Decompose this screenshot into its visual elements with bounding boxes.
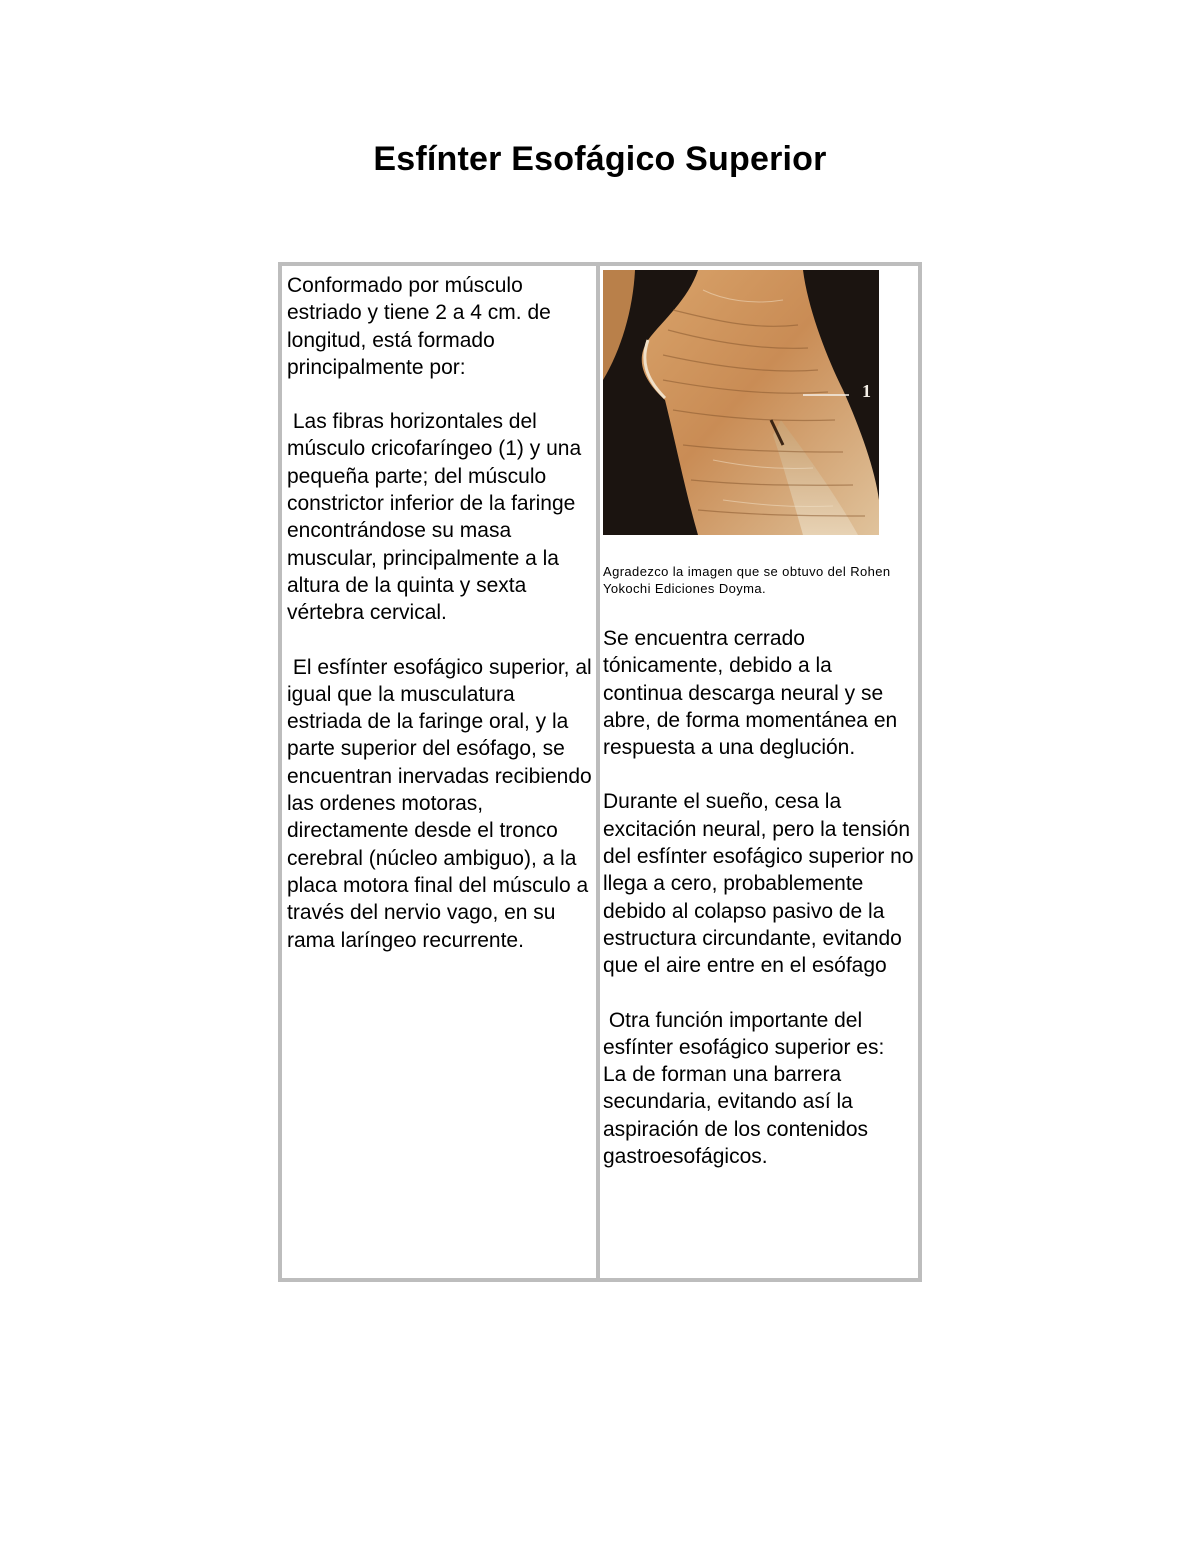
left-paragraph-1: Conformado por músculo estriado y tiene 2 a 4 cm. de longitud, está formado principalmente por: — [287, 274, 557, 379]
left-paragraph-3: El esfínter esofágico superior, al igual que la musculatura estriada de la faringe oral, y la parte superior del esófago, se encuentran inervadas recibiendo las ordenes motoras, directamente desde el tronco cerebral (núcleo ambiguo), a la placa motora final del músculo a través del nervio vago, en su rama laríngeo recurrente. — [287, 655, 598, 952]
right-paragraph-3: Otra función importante del esfínter esofágico superior es: La de forman una barrera secundaria, evitando así la aspiración de los contenidos gastroesofágicos. — [603, 1008, 885, 1169]
figure-caption: Agradezco la imagen que se obtuvo del Rohen Yokochi Ediciones Doyma. — [603, 564, 891, 596]
left-paragraph-2: Las fibras horizontales del músculo cricofaríngeo (1) y una pequeña parte; del músculo constrictor inferior de la faringe encontrándose su masa muscular, principalmente a la altura de la quinta y sexta vértebra cervical. — [287, 410, 587, 625]
page-title: Esfínter Esofágico Superior — [373, 140, 827, 178]
figure-label: 1 — [862, 381, 871, 401]
anatomy-illustration — [603, 270, 879, 535]
right-column — [600, 266, 918, 1278]
right-paragraph-2: Durante el sueño, cesa la excitación neural, pero la tensión del esfínter esofágico superior no llega a cero, probablemente debido al colapso pasivo de la estructura circundante, evitando que el aire entre en el esófago — [603, 790, 920, 978]
anatomy-photo — [603, 270, 879, 535]
right-paragraph-1: Se encuentra cerrado tónicamente, debido a la continua descarga neural y se abre, de forma momentánea en respuesta a una deglución. — [603, 627, 904, 760]
left-column — [282, 266, 600, 1278]
content-table — [278, 262, 922, 1282]
